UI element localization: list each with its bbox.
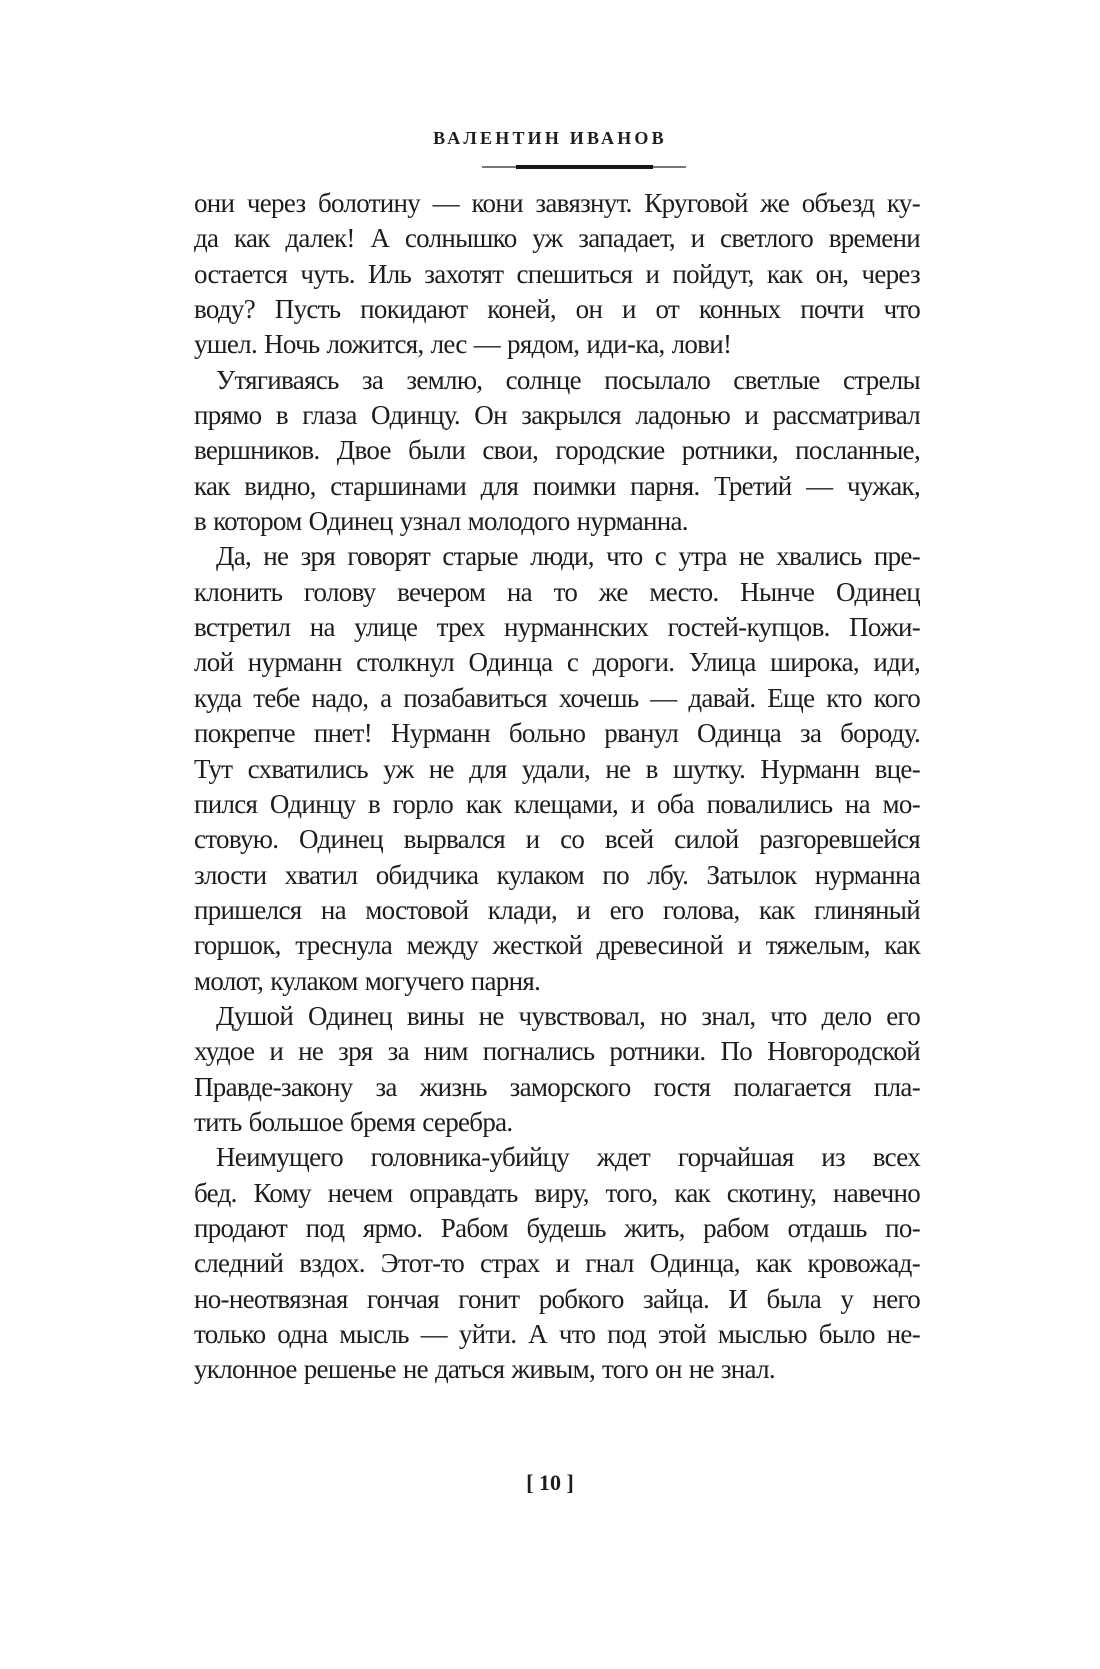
text-line: клонить голову вечером на то же место. Нынче Одинец [194,576,920,607]
paragraph [194,186,920,363]
text-line: Утягиваясь за землю, солнце посылало светлые стрелы [216,364,920,395]
text-line: горшок, треснула между жесткой древесиной и тяжелым, как [194,930,920,961]
text-line: вершников. Двое были свои, городские ротники, посланные, [194,435,920,466]
paragraph [194,999,920,1140]
header-rule-bold [516,165,653,169]
text-line: только одна мысль — уйти. А что под этой мыслью было не- [194,1319,920,1349]
text-line: стовую. Одинец вырвался и со всей силой разгоревшейся [194,824,920,855]
text-line: продают под ярмо. Рабом будешь жить, рабом отдашь по- [194,1212,920,1243]
text-line: остается чуть. Иль захотят спешиться и пойдут, как он, через [194,258,920,289]
text-line: они через болотину — кони завязнут. Круговой же объезд ку- [194,188,920,218]
paragraph [194,363,920,540]
text-line: Правде-закону за жизнь заморского гостя полагается пла- [194,1071,920,1102]
text-line: следний вздох. Этот-то страх и гнал Одинца, как кровожад- [194,1248,920,1279]
text-line: в котором Одинец узнал молодого нурманна. [194,506,688,537]
text-line: уклонное решенье не даться живым, того он не знал. [194,1354,775,1385]
paragraph [194,539,920,998]
text-line: прямо в глаза Одинцу. Он закрылся ладонью и рассматривал [194,400,920,431]
text-line: покрепче пнет! Нурманн больно рванул Одинца за бороду. [194,718,920,749]
text-line: злости хватил обидчика кулаком по лбу. Затылок нурманна [194,859,920,890]
text-line: лой нурманн столкнул Одинца с дороги. Улица широка, иди, [194,647,920,678]
page-number: [ 10 ] [526,1470,574,1495]
text-line: встретил на улице трех нурманнских гостей-купцов. Пожи- [194,612,920,643]
text-line: Да, не зря говорят старые люди, что с утра не хвались пре- [216,541,920,572]
text-line: воду? Пусть покидают коней, он и от конных почти что [194,294,920,325]
text-line: как видно, старшинами для поимки парня. Третий — чужак, [194,470,920,501]
running-head-author: ВАЛЕНТИН ИВАНОВ [433,128,667,148]
text-line: да как далек! А солнышко уж западает, и светлого времени [194,223,920,254]
paragraph [194,1140,920,1387]
text-line: но-неотвязная гончая гонит робкого зайца. И была у него [194,1283,920,1314]
text-line: Душой Одинец вины не чувствовал, но знал, что дело его [216,1000,920,1031]
body-text [194,186,920,1388]
text-line: бед. Кому нечем оправдать виру, того, как скотину, навечно [194,1177,920,1208]
text-line: ушел. Ночь ложится, лес — рядом, иди-ка, лови! [194,329,732,360]
text-line: пришелся на мостовой клади, и его голова, как глиняный [194,894,920,925]
text-line: Неимущего головника-убийцу ждет горчайшая из всех [216,1142,920,1173]
text-line: молот, кулаком могучего парня. [194,965,541,996]
text-line: Тут схватились уж не для удали, не в шутку. Нурманн вце- [194,753,920,784]
text-line: тить большое бремя серебра. [194,1106,513,1137]
text-line: куда тебе надо, а позабавиться хочешь — давай. Еще кто кого [194,682,920,713]
text-line: пился Одинцу в горло как клещами, и оба повалились на мо- [194,788,920,819]
text-line: худое и не зря за ним погнались ротники. По Новгородской [194,1036,920,1067]
